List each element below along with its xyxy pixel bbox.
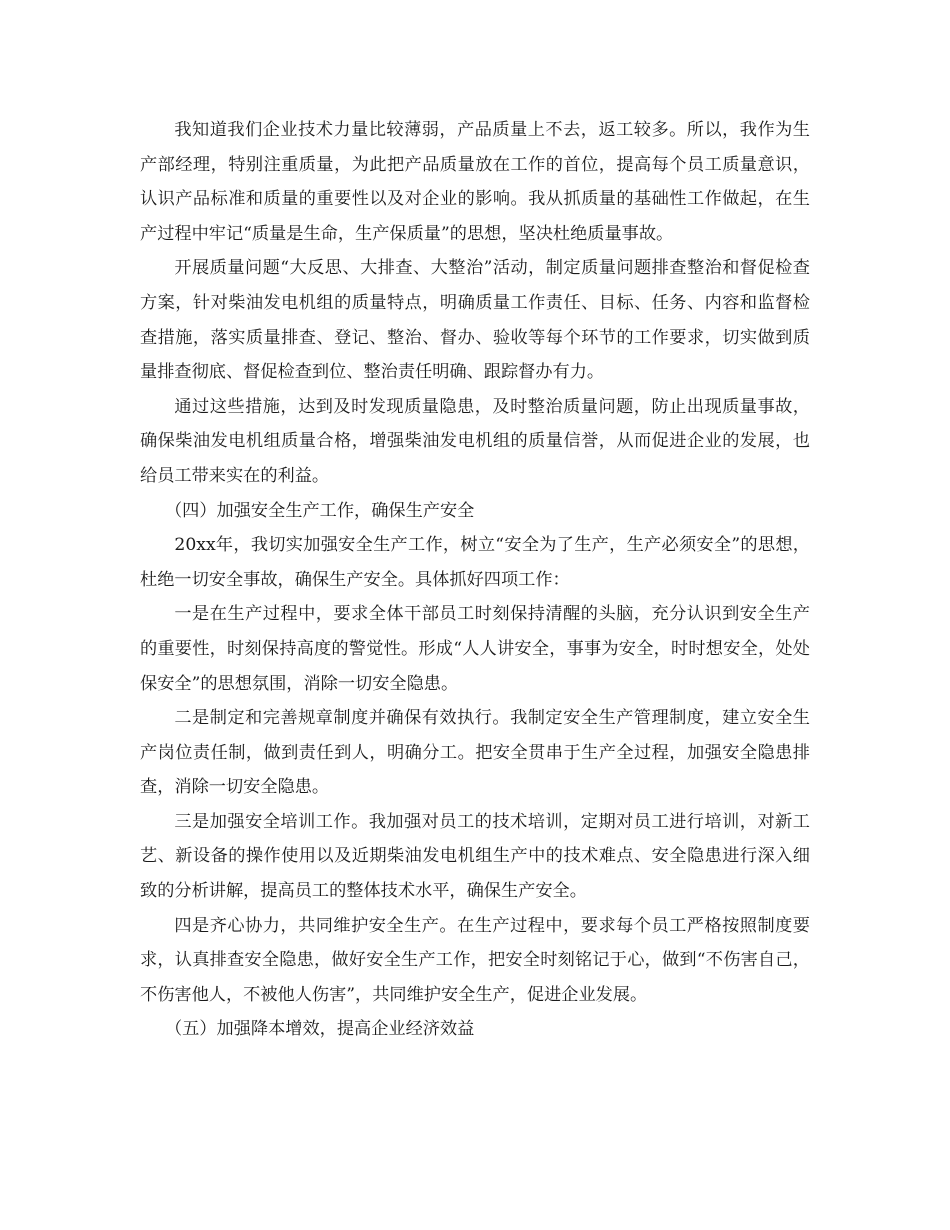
section-heading: （五）加强降本增效，提高企业经济效益	[164, 1019, 475, 1040]
body-paragraph: 三是加强安全培训工作。我加强对员工的技术培训，定期对员工进行培训，对新工艺、新设备的操作使用以及近期柴油发电机组生产中的技术难点、安全隐患进行深入细致的分析讲解，提高员工的整体技术水平，确保生产安全。	[140, 811, 810, 902]
body-paragraph: 开展质量问题“大反思、大排查、大整治”活动，制定质量问题排查整治和督促检查方案，针对柴油发电机组的质量特点，明确质量工作责任、目标、任务、内容和监督检查措施，落实质量排查、登记、整治、督办、验收等每个环节的工作要求，切实做到质量排查彻底、督促检查到位、整治责任明确、跟踪督办有力。	[140, 258, 810, 383]
body-paragraph: 一是在生产过程中，要求全体干部员工时刻保持清醒的头脑，充分认识到安全生产的重要性，时刻保持高度的警觉性。形成“人人讲安全，事事为安全，时时想安全，处处保安全”的思想氛围，消除一切安全隐患。	[140, 604, 810, 694]
body-paragraph: 我知道我们企业技术力量比较薄弱，产品质量上不去，返工较多。所以，我作为生产部经理，特别注重质量，为此把产品质量放在工作的首位，提高每个员工质量意识，认识产品标准和质量的重要性以及对企业的影响。我从抓质量的基础性工作做起，在生产过程中牢记“质量是生命，生产保质量”的思想，坚决杜绝质量事故。	[140, 120, 810, 244]
body-paragraph: 二是制定和完善规章制度并确保有效执行。我制定安全生产管理制度，建立安全生产岗位责任制，做到责任到人，明确分工。把安全贯串于生产全过程，加强安全隐患排查，消除一切安全隐患。	[140, 708, 810, 798]
section-heading: （四）加强安全生产工作，确保生产安全	[164, 500, 475, 521]
body-paragraph: 20xx年，我切实加强安全生产工作，树立“安全为了生产，生产必须安全”的思想，杜绝一切安全事故，确保生产安全。具体抓好四项工作：	[140, 535, 810, 590]
body-paragraph: 四是齐心协力，共同维护安全生产。在生产过程中，要求每个员工严格按照制度要求，认真排查安全隐患，做好安全生产工作，把安全时刻铭记于心，做到“不伤害自己，不伤害他人，不被他人伤害”，共同维护安全生产，促进企业发展。	[140, 915, 810, 1005]
document-page	[140, 113, 810, 1047]
body-paragraph: 通过这些措施，达到及时发现质量隐患，及时整治质量问题，防止出现质量事故，确保柴油发电机组质量合格，增强柴油发电机组的质量信誉，从而促进企业的发展，也给员工带来实在的利益。	[140, 396, 810, 486]
